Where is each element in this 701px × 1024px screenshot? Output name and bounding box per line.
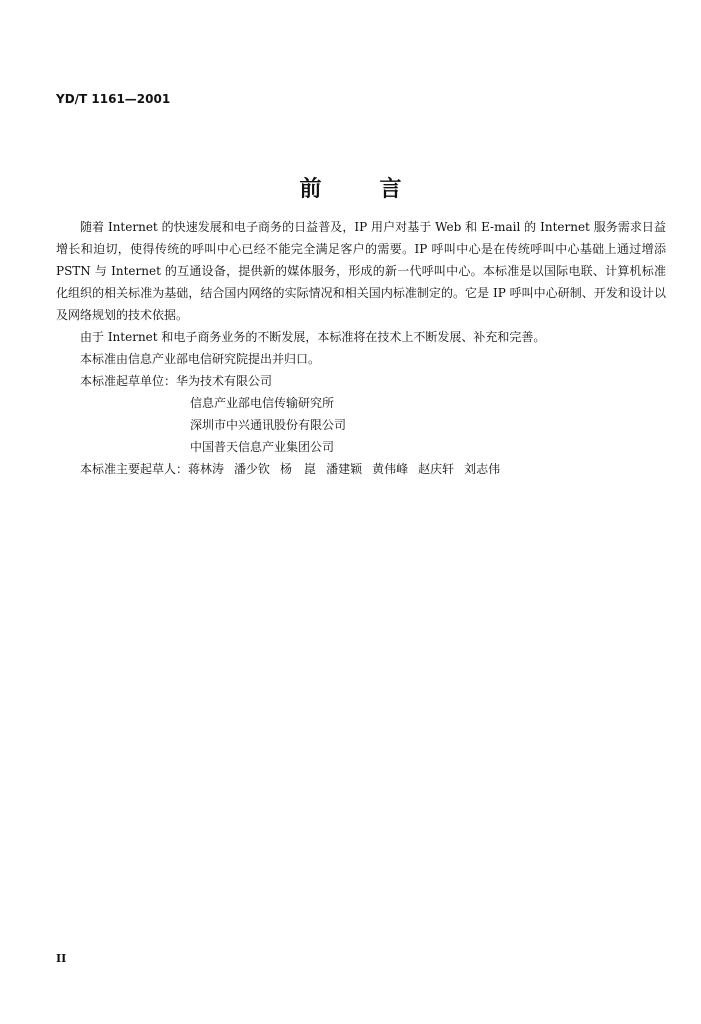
drafting-unit: 华为技术有限公司 [176, 374, 273, 388]
document-id: YD/T 1161—2001 [56, 92, 171, 106]
drafter-name: 刘志伟 [464, 462, 501, 476]
drafters-label: 本标准主要起草人： [80, 462, 189, 476]
drafting-units-line [56, 370, 666, 392]
page-title: 前言 [299, 177, 460, 202]
drafter-name: 赵庆轩 [418, 462, 455, 476]
page-number: II [56, 952, 67, 965]
drafting-unit: 信息产业部电信传输研究所 [190, 396, 335, 410]
drafting-unit: 深圳市中兴通讯股份有限公司 [190, 418, 347, 432]
drafter-name: 杨 崑 [280, 462, 317, 476]
paragraph-intro: 随着 Internet 的快速发展和电子商务的日益普及，IP 用户对基于 Web 和 E-mail 的 Internet 服务需求日益增长和迫切，使得传统的呼叫中心已经不能完全满足客户的需要。IP 呼叫中心是在传统呼叫中心基础上通过增添 PSTN 与 Internet 的互通设备，提供新的媒体服务，形成的新一代呼叫中心。本标准是以国际电联、计算机标准化组织的相关标准为基础，结合国内网络的实际情况和相关国内标准制定的。它是 IP 呼叫中心研制、开发和设计以及网络规划的技术依据。 [56, 220, 666, 322]
drafter-name: 潘少钦 [234, 462, 271, 476]
paragraph-proposer: 本标准由信息产业部电信研究院提出并归口。 [80, 352, 321, 366]
paragraph-development: 由于 Internet 和电子商务业务的不断发展，本标准将在技术上不断发展、补充和完善。 [80, 330, 546, 344]
drafters-line [56, 458, 666, 480]
drafter-name: 潘建颖 [326, 462, 363, 476]
drafter-name: 黄伟峰 [372, 462, 409, 476]
drafting-unit: 中国普天信息产业集团公司 [190, 440, 335, 454]
foreword-body [56, 216, 666, 480]
drafter-name: 蒋林涛 [188, 462, 225, 476]
drafting-units-label: 本标准起草单位： [80, 374, 177, 388]
